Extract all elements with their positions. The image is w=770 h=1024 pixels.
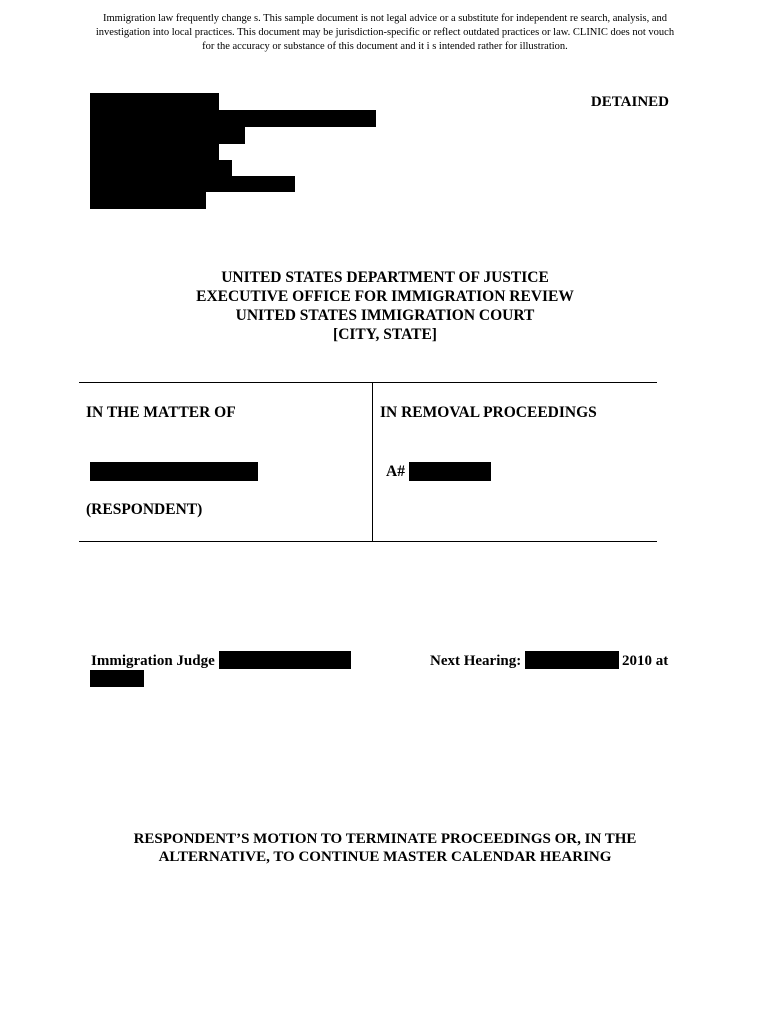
disclaimer-line-1: Immigration law frequently change s. This sample document is not legal advice or a substitute for independent re search, analysis, and [102, 13, 668, 24]
redaction-bar [90, 192, 206, 209]
hearing-date-redaction [525, 651, 619, 669]
redaction-bar [90, 127, 245, 144]
matter-label: IN THE MATTER OF [86, 404, 236, 421]
judge-name-continued-redaction [90, 670, 144, 687]
a-number-label: A# [386, 463, 405, 480]
redaction-bar [90, 110, 376, 127]
redaction-bar [90, 176, 295, 192]
detained-label: DETAINED [590, 94, 669, 110]
caption-bottom-rule [79, 541, 657, 542]
court-header-line-4: [CITY, STATE] [333, 326, 437, 343]
disclaimer-line-3: for the accuracy or substance of this document and it i s intended rather for illustration. [202, 41, 568, 52]
redaction-bar [90, 160, 232, 176]
court-header-line-2: EXECUTIVE OFFICE FOR IMMIGRATION REVIEW [196, 288, 574, 305]
judge-name-redaction [219, 651, 351, 669]
redaction-bar [90, 93, 219, 110]
motion-title-line-1: RESPONDENT’S MOTION TO TERMINATE PROCEEDINGS OR, IN THE [133, 831, 637, 847]
respondent-label: (RESPONDENT) [86, 501, 203, 518]
a-number-redaction [409, 462, 491, 481]
disclaimer-line-2: investigation into local practices. This document may be jurisdiction-specific or reflect outdated practices or law. CLINIC does not vouch [95, 27, 675, 38]
motion-title-line-2: ALTERNATIVE, TO CONTINUE MASTER CALENDAR HEARING [158, 849, 612, 865]
redaction-bar [90, 144, 219, 160]
court-header-line-3: UNITED STATES IMMIGRATION COURT [235, 307, 535, 324]
motion-title [0, 830, 770, 866]
proceedings-label: IN REMOVAL PROCEEDINGS [380, 404, 597, 421]
next-hearing-label: Next Hearing: [430, 653, 522, 669]
respondent-name-redaction [90, 462, 258, 481]
judge-label: Immigration Judge [91, 653, 215, 669]
caption-top-rule [79, 382, 657, 383]
caption-divider [372, 383, 373, 542]
court-header [0, 268, 770, 344]
disclaimer [60, 12, 710, 54]
hearing-year-text: 2010 at [622, 653, 669, 669]
court-header-line-1: UNITED STATES DEPARTMENT OF JUSTICE [221, 269, 549, 286]
